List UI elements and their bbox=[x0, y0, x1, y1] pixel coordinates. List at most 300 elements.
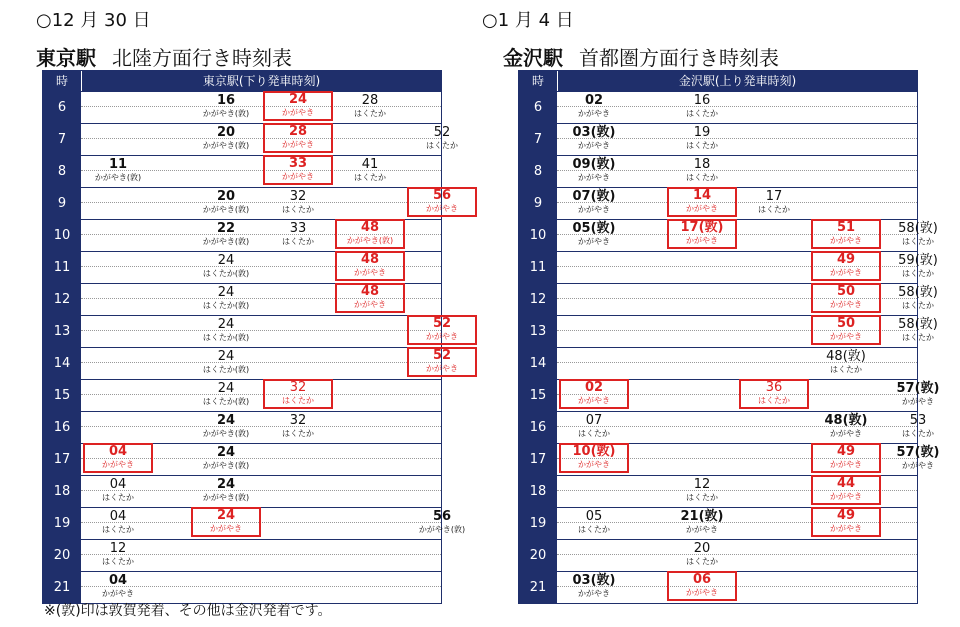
train-name: かがやき bbox=[578, 205, 610, 214]
train-name: かがやき bbox=[902, 397, 934, 406]
train-name: はくたか bbox=[354, 109, 386, 118]
train-name: はくたか bbox=[282, 205, 314, 214]
hour-label: 12 bbox=[43, 284, 81, 315]
departure bbox=[811, 413, 881, 441]
train-name: かがやき bbox=[686, 204, 718, 213]
hour-row bbox=[43, 123, 458, 155]
departure bbox=[667, 125, 737, 153]
departure-cells bbox=[81, 476, 441, 507]
train-name: かがやき(敦) bbox=[202, 205, 250, 214]
hour-row bbox=[43, 283, 441, 315]
departure-cells bbox=[81, 284, 441, 315]
departure-minute: 56 bbox=[432, 188, 452, 203]
departure-minute: 18 bbox=[693, 157, 711, 172]
train-name: はくたか bbox=[686, 109, 718, 118]
departure bbox=[335, 93, 405, 121]
departure-minute: 20 bbox=[693, 541, 711, 556]
train-name: かがやき bbox=[830, 460, 862, 469]
train-name: かがやき(敦) bbox=[202, 429, 250, 438]
departure bbox=[191, 189, 261, 217]
departure-minute: 05 bbox=[585, 509, 603, 524]
departure bbox=[335, 251, 405, 281]
train-name: かがやき bbox=[282, 108, 314, 117]
departure-minute: 48 bbox=[360, 284, 380, 299]
departure-minute: 06 bbox=[692, 572, 712, 587]
hour-label: 12 bbox=[519, 284, 557, 315]
train-name: はくたか(敦) bbox=[202, 301, 250, 310]
departure-cells bbox=[81, 444, 441, 475]
departure bbox=[263, 91, 333, 121]
departure-minute: 48(敦) bbox=[826, 349, 866, 364]
hour-label: 7 bbox=[43, 124, 81, 155]
departure bbox=[191, 125, 261, 153]
departure bbox=[811, 251, 881, 281]
hour-row bbox=[519, 411, 934, 443]
departure bbox=[83, 157, 153, 185]
departure-cells bbox=[557, 348, 917, 379]
departure bbox=[407, 509, 477, 537]
hour-label: 19 bbox=[519, 508, 557, 539]
departure-cells bbox=[557, 124, 917, 155]
train-name: かがやき bbox=[578, 173, 610, 182]
departure-cells bbox=[557, 156, 917, 187]
departure-cells bbox=[81, 508, 466, 539]
departure bbox=[191, 221, 261, 249]
hour-row bbox=[43, 251, 441, 283]
departure-minute: 24 bbox=[216, 477, 236, 492]
departure bbox=[335, 283, 405, 313]
departure bbox=[407, 187, 477, 217]
hour-label: 20 bbox=[519, 540, 557, 571]
departure bbox=[559, 125, 629, 153]
hour-row bbox=[43, 539, 441, 571]
hour-row bbox=[519, 283, 938, 315]
train-name: かがやき bbox=[578, 589, 610, 598]
train-name: はくたか bbox=[902, 269, 934, 278]
hour-row bbox=[519, 187, 917, 219]
departure-minute: 59(敦) bbox=[898, 253, 938, 268]
hour-label: 16 bbox=[519, 412, 557, 443]
hour-row bbox=[519, 155, 917, 187]
hour-row bbox=[43, 411, 441, 443]
train-name: かがやき bbox=[426, 332, 458, 341]
train-name: かがやき(敦) bbox=[202, 141, 250, 150]
departure bbox=[263, 189, 333, 217]
train-name: かがやき(敦) bbox=[202, 493, 250, 502]
departure-cells bbox=[557, 316, 938, 347]
train-name: かがやき bbox=[902, 461, 934, 470]
hour-row bbox=[43, 91, 441, 123]
train-name: はくたか bbox=[758, 205, 790, 214]
hour-row bbox=[43, 155, 441, 187]
hour-row bbox=[43, 379, 441, 411]
hour-label: 11 bbox=[43, 252, 81, 283]
hour-label: 13 bbox=[519, 316, 557, 347]
departure bbox=[667, 93, 737, 121]
train-name: かがやき bbox=[426, 204, 458, 213]
departure-minute: 58(敦) bbox=[898, 221, 938, 236]
hour-label: 18 bbox=[519, 476, 557, 507]
departure bbox=[667, 477, 737, 505]
departure bbox=[667, 187, 737, 217]
train-name: はくたか bbox=[282, 237, 314, 246]
hour-label: 10 bbox=[43, 220, 81, 251]
train-name: はくたか bbox=[686, 557, 718, 566]
departure bbox=[667, 219, 737, 249]
train-name: はくたか bbox=[426, 141, 458, 150]
departure-minute: 12 bbox=[109, 541, 127, 556]
hour-row bbox=[519, 219, 938, 251]
train-name: かがやき bbox=[830, 300, 862, 309]
departure-minute: 32 bbox=[289, 413, 307, 428]
hour-label: 13 bbox=[43, 316, 81, 347]
departure bbox=[739, 189, 809, 217]
departure bbox=[667, 571, 737, 601]
hour-row bbox=[43, 315, 458, 347]
left-title bbox=[36, 42, 292, 71]
departure bbox=[559, 443, 629, 473]
departure-minute: 52 bbox=[433, 125, 451, 140]
train-name: はくたか bbox=[902, 237, 934, 246]
hour-label: 6 bbox=[519, 92, 557, 123]
departure-minute: 02 bbox=[584, 380, 604, 395]
hour-label: 14 bbox=[519, 348, 557, 379]
left-direction: 北陸方面行き時刻表 bbox=[112, 46, 292, 70]
departure bbox=[407, 315, 477, 345]
train-name: はくたか bbox=[902, 301, 934, 310]
departure-minute: 20 bbox=[216, 189, 236, 204]
departure-cells bbox=[81, 316, 458, 347]
hour-row bbox=[43, 219, 441, 251]
departure-minute: 32 bbox=[289, 380, 307, 395]
departure-cells bbox=[557, 476, 917, 507]
departure-minute: 24 bbox=[216, 445, 236, 460]
train-name: はくたか bbox=[686, 173, 718, 182]
departure-minute: 19 bbox=[693, 125, 711, 140]
hour-row bbox=[43, 187, 458, 219]
departure bbox=[407, 347, 477, 377]
hour-label: 10 bbox=[519, 220, 557, 251]
train-name: はくたか(敦) bbox=[202, 397, 250, 406]
hour-label: 19 bbox=[43, 508, 81, 539]
train-name: はくたか bbox=[578, 429, 610, 438]
hour-row bbox=[519, 475, 917, 507]
departure-minute: 24 bbox=[216, 413, 236, 428]
table-header-title: 金沢駅(上り発車時刻) bbox=[678, 74, 797, 88]
departure bbox=[811, 283, 881, 313]
train-name: はくたか bbox=[830, 365, 862, 374]
right-station: 金沢駅 bbox=[503, 46, 563, 70]
departure-minute: 56 bbox=[432, 509, 452, 524]
departure bbox=[883, 381, 953, 409]
departure bbox=[559, 573, 629, 601]
departure-minute: 11 bbox=[108, 157, 128, 172]
departure-minute: 24 bbox=[217, 381, 235, 396]
train-name: かがやき bbox=[686, 588, 718, 597]
departure-minute: 14 bbox=[692, 188, 712, 203]
departure bbox=[191, 285, 261, 313]
left-table-header bbox=[43, 71, 441, 91]
departure bbox=[883, 285, 953, 313]
train-name: かがやき(敦) bbox=[202, 237, 250, 246]
train-name: はくたか bbox=[902, 333, 934, 342]
departure-cells bbox=[557, 540, 917, 571]
departure-minute: 04 bbox=[109, 477, 127, 492]
departure bbox=[667, 541, 737, 569]
departure bbox=[191, 381, 261, 409]
right-timetable bbox=[518, 70, 940, 604]
train-name: はくたか bbox=[102, 493, 134, 502]
departure-minute: 24 bbox=[217, 349, 235, 364]
departure bbox=[407, 125, 477, 153]
departure bbox=[83, 573, 153, 601]
departure-minute: 07(敦) bbox=[572, 189, 616, 204]
departure-cells bbox=[81, 380, 441, 411]
departure-minute: 53 bbox=[909, 413, 927, 428]
train-name: かがやき bbox=[102, 460, 134, 469]
departure bbox=[883, 221, 953, 249]
departure-minute: 10(敦) bbox=[572, 444, 616, 459]
departure-minute: 22 bbox=[216, 221, 236, 236]
departure-cells bbox=[557, 508, 917, 539]
departure bbox=[191, 477, 261, 505]
train-name: かがやき bbox=[686, 525, 718, 534]
departure-minute: 41 bbox=[361, 157, 379, 172]
departure-minute: 24 bbox=[217, 317, 235, 332]
hour-label: 9 bbox=[519, 188, 557, 219]
hour-label: 6 bbox=[43, 92, 81, 123]
departure-cells bbox=[557, 412, 934, 443]
departure-cells bbox=[81, 348, 458, 379]
hour-label: 21 bbox=[43, 572, 81, 603]
departure bbox=[191, 317, 261, 345]
departure-cells bbox=[81, 156, 441, 187]
departure-cells bbox=[557, 572, 917, 603]
departure-minute: 24 bbox=[217, 253, 235, 268]
departure bbox=[559, 221, 629, 249]
departure-minute: 57(敦) bbox=[896, 445, 940, 460]
departure bbox=[335, 157, 405, 185]
departure bbox=[335, 219, 405, 249]
hour-row bbox=[43, 347, 458, 379]
train-name: かがやき bbox=[354, 268, 386, 277]
right-table-header bbox=[519, 71, 917, 91]
train-name: はくたか bbox=[686, 141, 718, 150]
train-name: かがやき(敦) bbox=[418, 525, 466, 534]
train-name: かがやき bbox=[830, 492, 862, 501]
hour-label: 15 bbox=[519, 380, 557, 411]
departure bbox=[559, 413, 629, 441]
train-name: かがやき(敦) bbox=[202, 109, 250, 118]
hour-row bbox=[519, 539, 917, 571]
hour-label: 16 bbox=[43, 412, 81, 443]
hour-row bbox=[519, 571, 917, 603]
train-name: はくたか bbox=[102, 557, 134, 566]
departure bbox=[811, 475, 881, 505]
departure bbox=[811, 443, 881, 473]
train-name: はくたか bbox=[102, 525, 134, 534]
hour-row bbox=[519, 379, 940, 411]
departure bbox=[559, 509, 629, 537]
departure-minute: 33 bbox=[288, 156, 308, 171]
hour-label: 17 bbox=[43, 444, 81, 475]
departure-cells bbox=[557, 444, 940, 475]
departure-minute: 28 bbox=[361, 93, 379, 108]
train-name: かがやき(敦) bbox=[346, 236, 394, 245]
hour-row bbox=[43, 571, 441, 603]
hour-row bbox=[519, 443, 940, 475]
hour-row bbox=[519, 251, 938, 283]
departure bbox=[559, 93, 629, 121]
train-name: はくたか bbox=[686, 493, 718, 502]
departure-minute: 49 bbox=[836, 252, 856, 267]
departure bbox=[667, 157, 737, 185]
departure-minute: 52 bbox=[432, 316, 452, 331]
departure-minute: 04 bbox=[108, 444, 128, 459]
departure-cells bbox=[557, 284, 938, 315]
departure-minute: 32 bbox=[289, 189, 307, 204]
departure-minute: 07 bbox=[585, 413, 603, 428]
train-name: かがやき bbox=[354, 300, 386, 309]
departure bbox=[191, 445, 261, 473]
train-name: かがやき bbox=[282, 172, 314, 181]
train-name: かがやき bbox=[830, 524, 862, 533]
right-date: ○1 月 4 日 bbox=[482, 10, 574, 31]
hour-header: 時 bbox=[43, 71, 82, 91]
departure-cells bbox=[81, 188, 458, 219]
departure bbox=[739, 379, 809, 409]
train-name: はくたか bbox=[354, 173, 386, 182]
train-name: かがやき bbox=[578, 396, 610, 405]
departure-cells bbox=[81, 252, 441, 283]
train-name: はくたか bbox=[902, 429, 934, 438]
hour-row bbox=[43, 443, 441, 475]
train-name: はくたか bbox=[282, 429, 314, 438]
train-name: かがやき(敦) bbox=[94, 173, 142, 182]
train-name: はくたか bbox=[282, 396, 314, 405]
departure-minute: 09(敦) bbox=[572, 157, 616, 172]
departure-minute: 52 bbox=[432, 348, 452, 363]
departure bbox=[667, 509, 737, 537]
departure bbox=[883, 253, 953, 281]
train-name: かがやき bbox=[830, 268, 862, 277]
hour-label: 20 bbox=[43, 540, 81, 571]
departure bbox=[811, 219, 881, 249]
departure-minute: 16 bbox=[693, 93, 711, 108]
departure-minute: 48 bbox=[360, 252, 380, 267]
departure-minute: 36 bbox=[765, 380, 783, 395]
right-direction: 首都圏方面行き時刻表 bbox=[579, 46, 779, 70]
table-header-title: 東京駅(下り発車時刻) bbox=[202, 74, 321, 88]
departure-minute: 44 bbox=[836, 476, 856, 491]
right-title bbox=[503, 42, 779, 71]
departure-cells bbox=[557, 188, 917, 219]
hour-row bbox=[519, 507, 917, 539]
departure-minute: 48 bbox=[360, 220, 380, 235]
departure bbox=[191, 507, 261, 537]
departure bbox=[83, 477, 153, 505]
hour-row bbox=[43, 475, 441, 507]
hour-label: 21 bbox=[519, 572, 557, 603]
departure bbox=[83, 509, 153, 537]
departure-minute: 17 bbox=[765, 189, 783, 204]
departure bbox=[83, 541, 153, 569]
train-name: かがやき bbox=[578, 237, 610, 246]
train-name: はくたか(敦) bbox=[202, 269, 250, 278]
departure bbox=[883, 413, 953, 441]
train-name: はくたか bbox=[578, 525, 610, 534]
departure-minute: 57(敦) bbox=[896, 381, 940, 396]
departure-minute: 50 bbox=[836, 284, 856, 299]
departure bbox=[883, 317, 953, 345]
train-name: かがやき bbox=[578, 460, 610, 469]
departure-cells bbox=[81, 540, 441, 571]
departure-minute: 24 bbox=[288, 92, 308, 107]
hour-label: 11 bbox=[519, 252, 557, 283]
hour-label: 18 bbox=[43, 476, 81, 507]
departure-cells bbox=[557, 380, 940, 411]
train-name: かがやき(敦) bbox=[202, 461, 250, 470]
departure bbox=[811, 349, 881, 377]
departure-minute: 03(敦) bbox=[572, 573, 616, 588]
hour-row bbox=[519, 123, 917, 155]
departure bbox=[263, 155, 333, 185]
train-name: かがやき bbox=[578, 109, 610, 118]
hour-label: 14 bbox=[43, 348, 81, 379]
departure-minute: 03(敦) bbox=[572, 125, 616, 140]
departure-minute: 49 bbox=[836, 444, 856, 459]
departure-cells bbox=[81, 412, 441, 443]
departure bbox=[559, 157, 629, 185]
departure bbox=[191, 93, 261, 121]
departure bbox=[811, 315, 881, 345]
departure bbox=[811, 507, 881, 537]
departure-cells bbox=[81, 572, 441, 603]
train-name: かがやき bbox=[210, 524, 242, 533]
departure-minute: 24 bbox=[217, 285, 235, 300]
hour-row bbox=[519, 347, 917, 379]
departure bbox=[191, 349, 261, 377]
left-timetable bbox=[42, 70, 466, 604]
departure-minute: 58(敦) bbox=[898, 317, 938, 332]
hour-label: 15 bbox=[43, 380, 81, 411]
departure-minute: 50 bbox=[836, 316, 856, 331]
departure-minute: 49 bbox=[836, 508, 856, 523]
hour-label: 7 bbox=[519, 124, 557, 155]
departure-minute: 33 bbox=[289, 221, 307, 236]
departure-cells bbox=[557, 252, 938, 283]
train-name: かがやき bbox=[830, 332, 862, 341]
train-name: かがやき bbox=[102, 589, 134, 598]
train-name: かがやき bbox=[578, 141, 610, 150]
departure-minute: 02 bbox=[584, 93, 604, 108]
hour-row bbox=[43, 507, 466, 539]
departure-minute: 28 bbox=[288, 124, 308, 139]
hour-label: 8 bbox=[43, 156, 81, 187]
departure bbox=[263, 221, 333, 249]
departure-minute: 05(敦) bbox=[572, 221, 616, 236]
train-name: かがやき bbox=[686, 236, 718, 245]
hour-label: 17 bbox=[519, 444, 557, 475]
hour-label: 9 bbox=[43, 188, 81, 219]
train-name: かがやき bbox=[830, 236, 862, 245]
train-name: はくたか bbox=[758, 396, 790, 405]
departure bbox=[263, 379, 333, 409]
departure bbox=[559, 379, 629, 409]
left-station: 東京駅 bbox=[36, 46, 96, 70]
departure-cells bbox=[557, 92, 917, 123]
departure-cells bbox=[81, 220, 441, 251]
